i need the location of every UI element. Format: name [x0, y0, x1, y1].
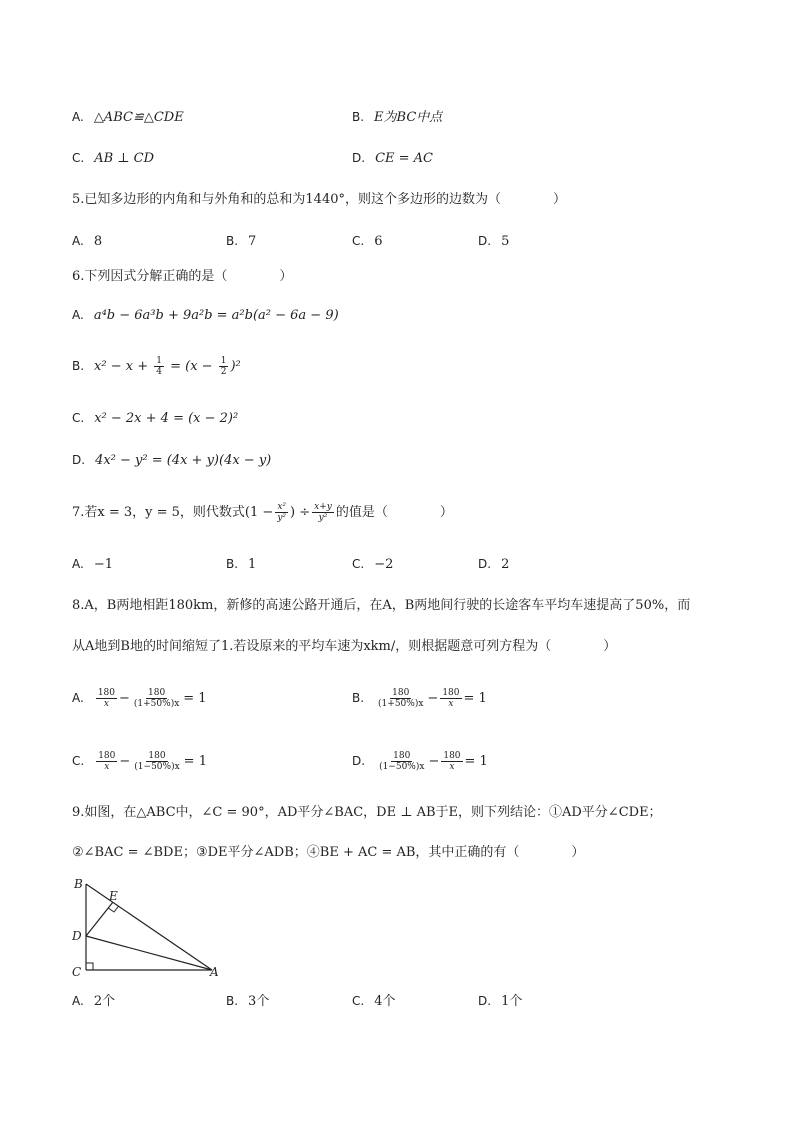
q5-option-d[interactable] [478, 232, 509, 251]
numerator: 180 [148, 688, 166, 698]
fraction [132, 688, 181, 709]
rhs: = 1 [463, 691, 487, 706]
expr-part: = (x − [165, 359, 217, 374]
segment-ad [86, 936, 212, 970]
stem-part: 7.若x = 3，y = 5，则代数式(1 − [72, 505, 274, 520]
denominator: x [448, 699, 454, 709]
rhs: = 1 [464, 754, 488, 769]
q7-stem [72, 502, 453, 523]
q6-stem: 6.下列因式分解正确的是（ ） [72, 269, 293, 284]
numerator: 180 [443, 751, 461, 761]
option-label: C. [352, 994, 365, 1008]
option-label: C. [72, 151, 85, 165]
option-text: 4x² − y² = (4x + y)(4x − y) [95, 453, 272, 468]
denominator: (1+50%)x [133, 699, 180, 709]
q4-option-a[interactable] [72, 108, 184, 127]
q7-option-b[interactable] [226, 555, 256, 574]
q6-option-d[interactable] [72, 451, 271, 470]
rhs: = 1 [183, 754, 207, 769]
option-text: a⁴b − 6a³b + 9a²b = a²b(a² − 6a − 9) [93, 308, 339, 323]
q8-option-d[interactable] [352, 751, 488, 772]
q5-option-a[interactable] [72, 232, 102, 251]
option-label: B. [226, 557, 239, 571]
q4-option-c[interactable] [72, 149, 154, 168]
q8-stem-line-1: 8.A，B两地相距180km，新修的高速公路开通后，在A，B两地间行驶的长途客车平均车速提高了50%，而 [72, 598, 691, 613]
option-label: C. [72, 411, 85, 425]
fraction [96, 688, 117, 709]
fraction [312, 502, 334, 523]
option-text: E为BC中点 [374, 110, 443, 125]
option-text: CE = AC [375, 151, 433, 166]
option-label: B. [226, 994, 239, 1008]
vertex-label-c: C [72, 965, 82, 979]
option-label: A. [72, 110, 84, 124]
vertex-label-b: B [74, 877, 83, 891]
option-text: 8 [93, 234, 103, 249]
q9-stem-line-1: 9.如图，在△ABC中，∠C = 90°，AD平分∠BAC，DE ⊥ AB于E，则下列结论：①AD平分∠CDE； [72, 805, 662, 820]
denominator: x [449, 762, 455, 772]
q5-option-b[interactable] [226, 232, 256, 251]
q8-option-a[interactable] [72, 688, 207, 709]
numerator: x+y [314, 502, 332, 512]
vertex-label-e: E [109, 889, 118, 903]
option-text: x² − 2x + 4 = (x − 2)² [94, 411, 239, 426]
q9-option-a[interactable] [72, 992, 115, 1011]
stem-part: ) ÷ [290, 505, 311, 520]
operator: − [428, 754, 440, 769]
numerator: 180 [148, 751, 166, 761]
q6-option-b[interactable] [72, 356, 241, 377]
denominator: (1+50%)x [378, 699, 424, 709]
numerator: 1 [220, 356, 227, 366]
option-label: D. [352, 754, 366, 768]
option-label: D. [352, 151, 366, 165]
rhs: = 1 [183, 691, 207, 706]
option-label: A. [72, 994, 84, 1008]
q9-option-c[interactable] [352, 992, 395, 1011]
q4-option-d[interactable] [352, 149, 433, 168]
vertex-label-a: A [210, 965, 219, 979]
option-label: B. [226, 234, 239, 248]
numerator: 180 [393, 751, 411, 761]
denominator: x [103, 699, 109, 709]
option-label: D. [478, 557, 492, 571]
q6-option-a[interactable] [72, 306, 339, 325]
q6-option-c[interactable] [72, 409, 238, 428]
option-text: −2 [374, 557, 394, 572]
numerator: 180 [98, 751, 116, 761]
fraction [376, 688, 425, 709]
q7-option-c[interactable] [352, 555, 393, 574]
denominator: 4 [156, 367, 162, 377]
fraction [132, 751, 181, 772]
vertex-label-d: D [72, 929, 82, 943]
option-text: 1 [248, 557, 257, 572]
numerator: 1 [156, 356, 162, 366]
q7-option-d[interactable] [478, 555, 509, 574]
operator: − [427, 691, 439, 706]
numerator: x² [277, 502, 286, 512]
denominator: 2 [220, 367, 227, 377]
denominator: (1−50%)x [134, 762, 180, 772]
q5-option-c[interactable] [352, 232, 382, 251]
option-text: 2个 [93, 994, 116, 1009]
stem-part: 的值是（ ） [335, 505, 453, 520]
q9-option-b[interactable] [226, 992, 269, 1011]
operator: − [119, 691, 130, 706]
option-label: A. [72, 308, 84, 322]
right-angle-mark-c [86, 963, 93, 970]
fraction [441, 751, 462, 772]
denominator: y² [277, 513, 287, 523]
q9-option-d[interactable] [478, 992, 522, 1011]
fraction [154, 356, 164, 377]
option-label: A. [72, 557, 84, 571]
q7-option-a[interactable] [72, 555, 113, 574]
option-label: B. [352, 691, 365, 705]
q8-option-c[interactable] [72, 751, 207, 772]
option-text: △ABC≌△CDE [93, 110, 184, 125]
option-text: 5 [501, 234, 510, 249]
option-text: 6 [374, 234, 383, 249]
fraction [219, 356, 229, 377]
expr-part: x² − x + [94, 359, 153, 374]
fraction [96, 751, 117, 772]
option-text: 4个 [374, 994, 396, 1009]
option-label: B. [72, 359, 85, 373]
numerator: 180 [97, 688, 115, 698]
option-label: B. [352, 110, 365, 124]
option-label: A. [72, 234, 84, 248]
fraction [275, 502, 288, 523]
denominator: (1−50%)x [379, 762, 425, 772]
segment-de [86, 902, 113, 936]
expr-part: )² [230, 359, 241, 374]
denominator: y² [318, 513, 328, 523]
q8-option-b[interactable] [352, 688, 487, 709]
option-text: −1 [93, 557, 113, 572]
option-label: C. [352, 557, 365, 571]
fraction [377, 751, 426, 772]
option-label: D. [72, 453, 86, 467]
option-label: C. [352, 234, 365, 248]
option-text: 2 [501, 557, 510, 572]
q4-option-b[interactable] [352, 108, 442, 127]
q9-stem-line-2: ②∠BAC = ∠BDE；③DE平分∠ADB；④BE + AC = AB，其中正确的有（ ） [72, 845, 585, 860]
option-text: 7 [248, 234, 257, 249]
option-text: AB ⊥ CD [94, 151, 155, 166]
denominator: x [104, 762, 110, 772]
q8-stem-line-2: 从A地到B地的时间缩短了1.若设原来的平均车速为xkm/，则根据题意可列方程为（ ） [72, 639, 617, 654]
numerator: 180 [392, 688, 410, 698]
option-label: D. [478, 994, 492, 1008]
option-text: 3个 [248, 994, 270, 1009]
side-ab [86, 884, 212, 970]
numerator: 180 [442, 688, 460, 698]
triangle-figure [66, 872, 236, 982]
option-text: 1个 [501, 994, 523, 1009]
operator: − [119, 754, 131, 769]
option-label: C. [72, 754, 85, 768]
option-label: A. [72, 691, 84, 705]
option-label: D. [478, 234, 492, 248]
q5-stem: 5.已知多边形的内角和与外角和的总和为1440°，则这个多边形的边数为（ ） [72, 192, 566, 207]
fraction [440, 688, 461, 709]
